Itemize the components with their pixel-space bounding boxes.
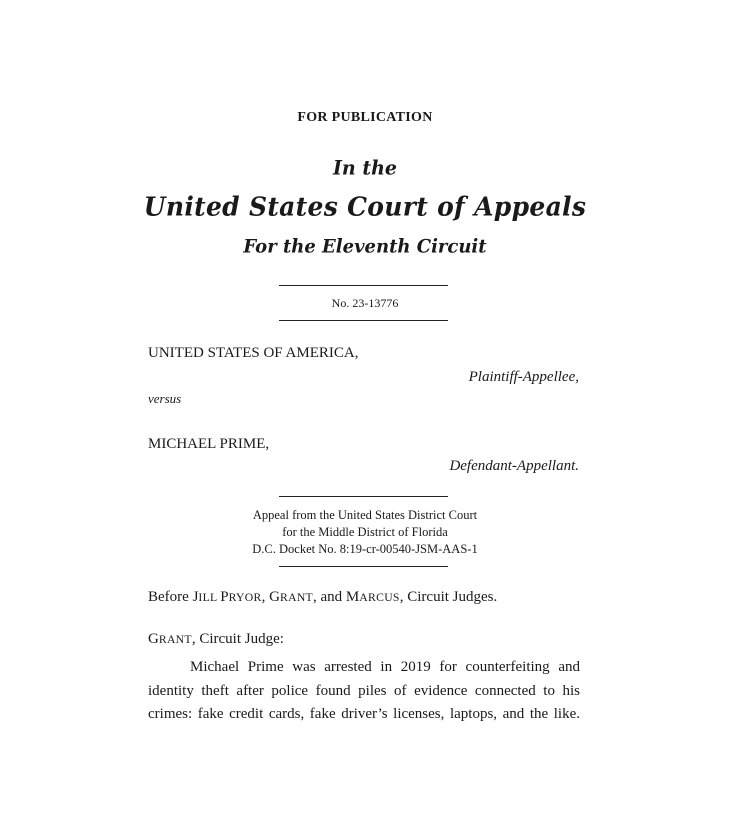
plaintiff-role: Plaintiff-Appellee, (468, 369, 579, 385)
case-number: No. 23-13776 (331, 296, 399, 310)
appeal-line-3: D.C. Docket No. 8:19-cr-00540-JSM-AAS-1 (252, 542, 478, 556)
defendant-name: MICHAEL PRIME, (148, 436, 270, 452)
divider-rule (279, 566, 448, 567)
divider-rule (279, 285, 448, 286)
opinion-paragraph (148, 656, 580, 727)
defendant-role: Defendant-Appellant. (449, 458, 579, 474)
versus-label: versus (148, 391, 182, 406)
plaintiff-name: UNITED STATES OF AMERICA, (148, 345, 359, 361)
appeal-line-2: for the Middle District of Florida (282, 525, 448, 539)
opinion-line-3: crimes: fake credit cards, fake driver’s licenses, laptops, and the like. (148, 706, 580, 722)
in-the-heading: In the (333, 156, 397, 180)
panel-line: Before JILL PRYOR, GRANT, and MARCUS, Circuit Judges. (148, 589, 498, 605)
opinion-line-2: identity theft after police found piles of evidence connected to his (148, 682, 580, 699)
opinion-line-1: Michael Prime was arrested in 2019 for counterfeiting and (190, 659, 580, 675)
circuit-heading: For the Eleventh Circuit (243, 235, 487, 258)
divider-rule (279, 320, 448, 321)
author-line: GRANT, Circuit Judge: (148, 631, 284, 647)
appeal-info (0, 507, 730, 558)
divider-rule (279, 496, 448, 497)
publication-label: FOR PUBLICATION (297, 110, 433, 125)
appeal-line-1: Appeal from the United States District Court (252, 508, 478, 522)
court-name-heading: United States Court of Appeals (143, 191, 587, 222)
